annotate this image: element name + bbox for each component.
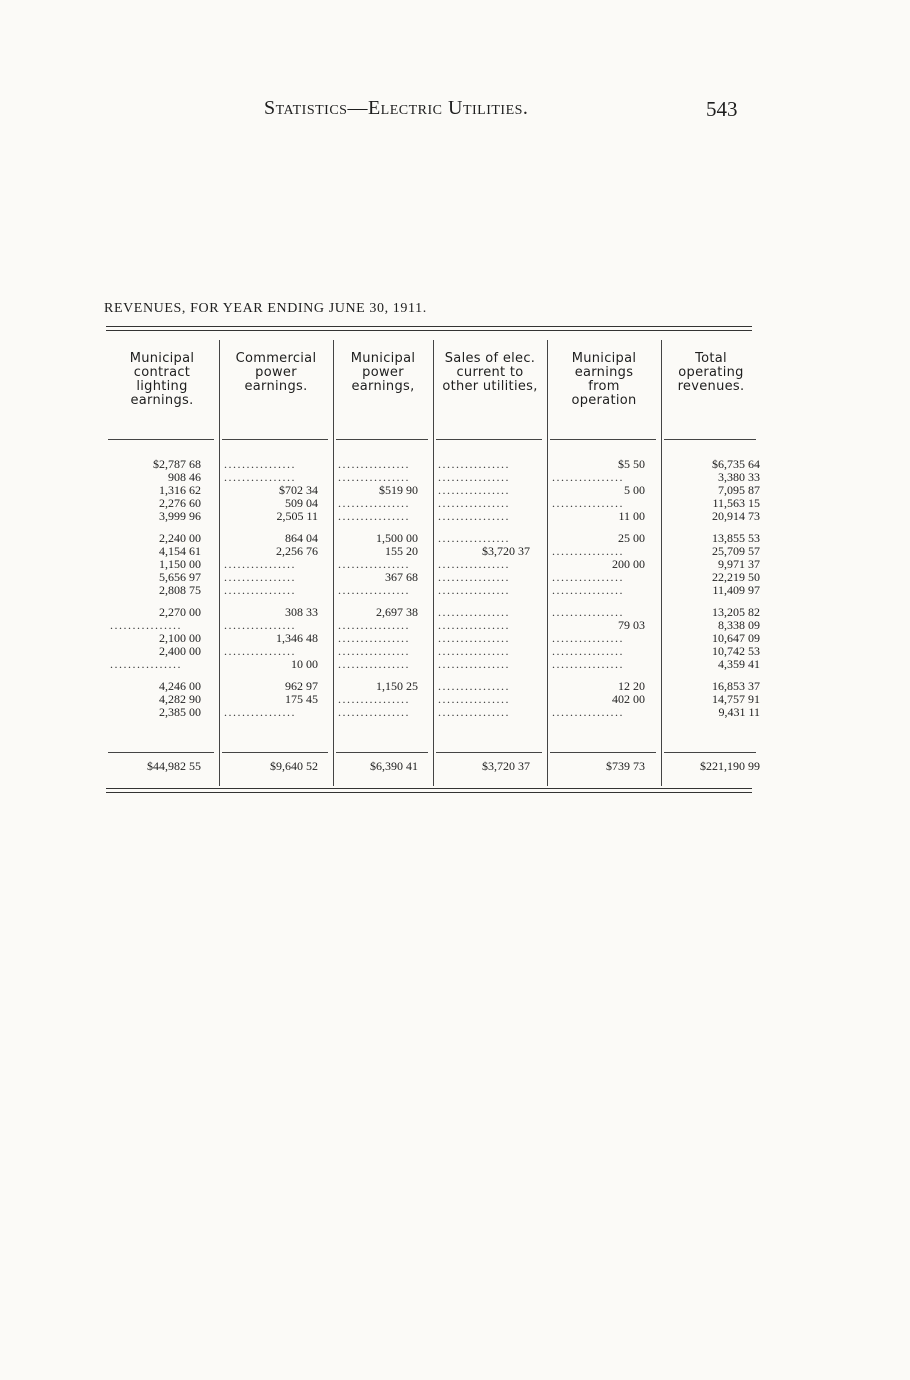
table-cell-municipal-earnings-operation: 402 00	[612, 692, 645, 706]
table-cell-municipal-power: $519 90	[379, 483, 418, 497]
totals-rule	[108, 752, 214, 753]
table-cell-municipal-power: 367 68	[385, 570, 418, 584]
table-cell-commercial-power: 864 04	[285, 531, 318, 545]
leader-dots: ................	[552, 606, 624, 619]
table-cell-municipal-earnings-operation: 5 00	[624, 483, 645, 497]
table-cell-municipal-contract-lighting: 4,154 61	[159, 544, 201, 558]
totals-rule	[436, 752, 542, 753]
table-cell-municipal-contract-lighting: 5,656 97	[159, 570, 201, 584]
table-cell-municipal-earnings-operation: 25 00	[618, 531, 645, 545]
column-header-municipal-power: Municipal power earnings,	[350, 351, 416, 394]
leader-dots: ................	[438, 645, 510, 658]
table-cell-commercial-power: 2,505 11	[276, 509, 318, 523]
column-divider	[433, 340, 434, 786]
table-cell-municipal-power: 2,697 38	[376, 605, 418, 619]
table-cell-total-operating-revenues: 14,757 91	[712, 692, 760, 706]
leader-dots: ................	[438, 484, 510, 497]
header-underline	[550, 439, 656, 440]
header-underline	[664, 439, 756, 440]
leader-dots: ................	[224, 458, 296, 471]
leader-dots: ................	[224, 584, 296, 597]
leader-dots: ................	[338, 619, 410, 632]
table-cell-total-operating-revenues: $6,735 64	[712, 457, 760, 471]
table-cell-total-operating-revenues: 3,380 33	[718, 470, 760, 484]
table-cell-total-operating-revenues: 13,205 82	[712, 605, 760, 619]
table-cell-municipal-earnings-operation: 12 20	[618, 679, 645, 693]
table-cell-total-operating-revenues: 22,219 50	[712, 570, 760, 584]
table-bottom-rule-2	[106, 792, 752, 793]
leader-dots: ................	[224, 645, 296, 658]
table-cell-commercial-power: 1,346 48	[276, 631, 318, 645]
leader-dots: ................	[552, 706, 624, 719]
table-cell-municipal-earnings-operation: $5 50	[618, 457, 645, 471]
table-cell-municipal-contract-lighting: 1,316 62	[159, 483, 201, 497]
table-cell-municipal-earnings-operation: 200 00	[612, 557, 645, 571]
column-header-municipal-earnings-operation: Municipal earnings from operation	[571, 351, 637, 408]
leader-dots: ................	[338, 693, 410, 706]
leader-dots: ................	[552, 632, 624, 645]
table-cell-municipal-power: 155 20	[385, 544, 418, 558]
leader-dots: ................	[552, 497, 624, 510]
totals-rule	[664, 752, 756, 753]
column-header-sales-to-utilities: Sales of elec. current to other utilities,	[442, 351, 538, 394]
table-cell-municipal-contract-lighting: 2,385 00	[159, 705, 201, 719]
table-cell-total-operating-revenues: 10,742 53	[712, 644, 760, 658]
table-cell-municipal-contract-lighting: 3,999 96	[159, 509, 201, 523]
table-cell-municipal-contract-lighting: 2,276 60	[159, 496, 201, 510]
header-underline	[336, 439, 428, 440]
totals-rule	[222, 752, 328, 753]
leader-dots: ................	[438, 471, 510, 484]
leader-dots: ................	[224, 558, 296, 571]
leader-dots: ................	[438, 584, 510, 597]
table-cell-total-operating-revenues: 9,431 11	[718, 705, 760, 719]
leader-dots: ................	[338, 706, 410, 719]
leader-dots: ................	[552, 584, 624, 597]
total-municipal-power: $6,390 41	[370, 759, 418, 773]
column-header-municipal-contract-lighting: Municipal contract lighting earnings.	[129, 351, 195, 408]
table-cell-municipal-contract-lighting: 2,100 00	[159, 631, 201, 645]
table-cell-commercial-power: 308 33	[285, 605, 318, 619]
leader-dots: ................	[224, 706, 296, 719]
table-cell-commercial-power: 509 04	[285, 496, 318, 510]
header-underline	[108, 439, 214, 440]
table-cell-commercial-power: 962 97	[285, 679, 318, 693]
table-cell-total-operating-revenues: 4,359 41	[718, 657, 760, 671]
leader-dots: ................	[338, 584, 410, 597]
table-bottom-rule	[106, 788, 752, 789]
leader-dots: ................	[110, 619, 182, 632]
leader-dots: ................	[438, 619, 510, 632]
total-total-operating-revenues: $221,190 99	[700, 759, 760, 773]
table-cell-total-operating-revenues: 11,409 97	[712, 583, 760, 597]
total-commercial-power: $9,640 52	[270, 759, 318, 773]
table-cell-commercial-power: $702 34	[279, 483, 318, 497]
leader-dots: ................	[224, 571, 296, 584]
leader-dots: ................	[438, 606, 510, 619]
leader-dots: ................	[338, 471, 410, 484]
total-municipal-contract-lighting: $44,982 55	[147, 759, 201, 773]
leader-dots: ................	[552, 545, 624, 558]
table-cell-total-operating-revenues: 9,971 37	[718, 557, 760, 571]
table-cell-commercial-power: 175 45	[285, 692, 318, 706]
table-cell-total-operating-revenues: 10,647 09	[712, 631, 760, 645]
table-cell-municipal-contract-lighting: 2,270 00	[159, 605, 201, 619]
table-caption: REVENUES, FOR YEAR ENDING JUNE 30, 1911.	[104, 301, 427, 316]
leader-dots: ................	[338, 632, 410, 645]
leader-dots: ................	[224, 619, 296, 632]
leader-dots: ................	[438, 680, 510, 693]
table-top-rule	[106, 326, 752, 327]
leader-dots: ................	[438, 558, 510, 571]
page-number: 543	[706, 97, 738, 121]
table-cell-municipal-contract-lighting: $2,787 68	[153, 457, 201, 471]
table-cell-total-operating-revenues: 7,095 87	[718, 483, 760, 497]
table-cell-total-operating-revenues: 8,338 09	[718, 618, 760, 632]
leader-dots: ................	[552, 571, 624, 584]
table-top-rule-2	[106, 330, 752, 331]
table-cell-commercial-power: 2,256 76	[276, 544, 318, 558]
leader-dots: ................	[438, 632, 510, 645]
table-cell-commercial-power: 10 00	[291, 657, 318, 671]
column-divider	[333, 340, 334, 786]
leader-dots: ................	[338, 658, 410, 671]
leader-dots: ................	[438, 510, 510, 523]
table-cell-municipal-earnings-operation: 79 03	[618, 618, 645, 632]
totals-rule	[336, 752, 428, 753]
table-cell-total-operating-revenues: 11,563 15	[712, 496, 760, 510]
table-cell-municipal-contract-lighting: 4,282 90	[159, 692, 201, 706]
leader-dots: ................	[338, 458, 410, 471]
leader-dots: ................	[338, 510, 410, 523]
column-header-total-operating-revenues: Total operating revenues.	[677, 351, 745, 394]
table-cell-municipal-contract-lighting: 2,240 00	[159, 531, 201, 545]
leader-dots: ................	[224, 471, 296, 484]
table-cell-sales-to-utilities: $3,720 37	[482, 544, 530, 558]
leader-dots: ................	[338, 558, 410, 571]
table-cell-total-operating-revenues: 20,914 73	[712, 509, 760, 523]
leader-dots: ................	[438, 532, 510, 545]
table-cell-municipal-power: 1,500 00	[376, 531, 418, 545]
leader-dots: ................	[110, 658, 182, 671]
leader-dots: ................	[438, 693, 510, 706]
table-cell-municipal-contract-lighting: 1,150 00	[159, 557, 201, 571]
leader-dots: ................	[552, 658, 624, 671]
total-sales-to-utilities: $3,720 37	[482, 759, 530, 773]
totals-rule	[550, 752, 656, 753]
table-cell-municipal-power: 1,150 25	[376, 679, 418, 693]
column-header-commercial-power: Commercial power earnings.	[235, 351, 317, 394]
leader-dots: ................	[438, 571, 510, 584]
leader-dots: ................	[338, 497, 410, 510]
table-cell-municipal-contract-lighting: 2,808 75	[159, 583, 201, 597]
leader-dots: ................	[338, 645, 410, 658]
table-cell-municipal-contract-lighting: 908 46	[168, 470, 201, 484]
total-municipal-earnings-operation: $739 73	[606, 759, 645, 773]
leader-dots: ................	[438, 658, 510, 671]
table-cell-total-operating-revenues: 16,853 37	[712, 679, 760, 693]
running-title: Statistics—Electric Utilities.	[264, 97, 529, 119]
header-underline	[436, 439, 542, 440]
header-underline	[222, 439, 328, 440]
running-head	[0, 97, 910, 127]
leader-dots: ................	[438, 706, 510, 719]
table-cell-municipal-contract-lighting: 2,400 00	[159, 644, 201, 658]
table-cell-municipal-contract-lighting: 4,246 00	[159, 679, 201, 693]
leader-dots: ................	[552, 645, 624, 658]
table-cell-total-operating-revenues: 25,709 57	[712, 544, 760, 558]
column-divider	[219, 340, 220, 786]
table-cell-municipal-earnings-operation: 11 00	[618, 509, 645, 523]
table-cell-total-operating-revenues: 13,855 53	[712, 531, 760, 545]
leader-dots: ................	[438, 497, 510, 510]
leader-dots: ................	[552, 471, 624, 484]
leader-dots: ................	[438, 458, 510, 471]
